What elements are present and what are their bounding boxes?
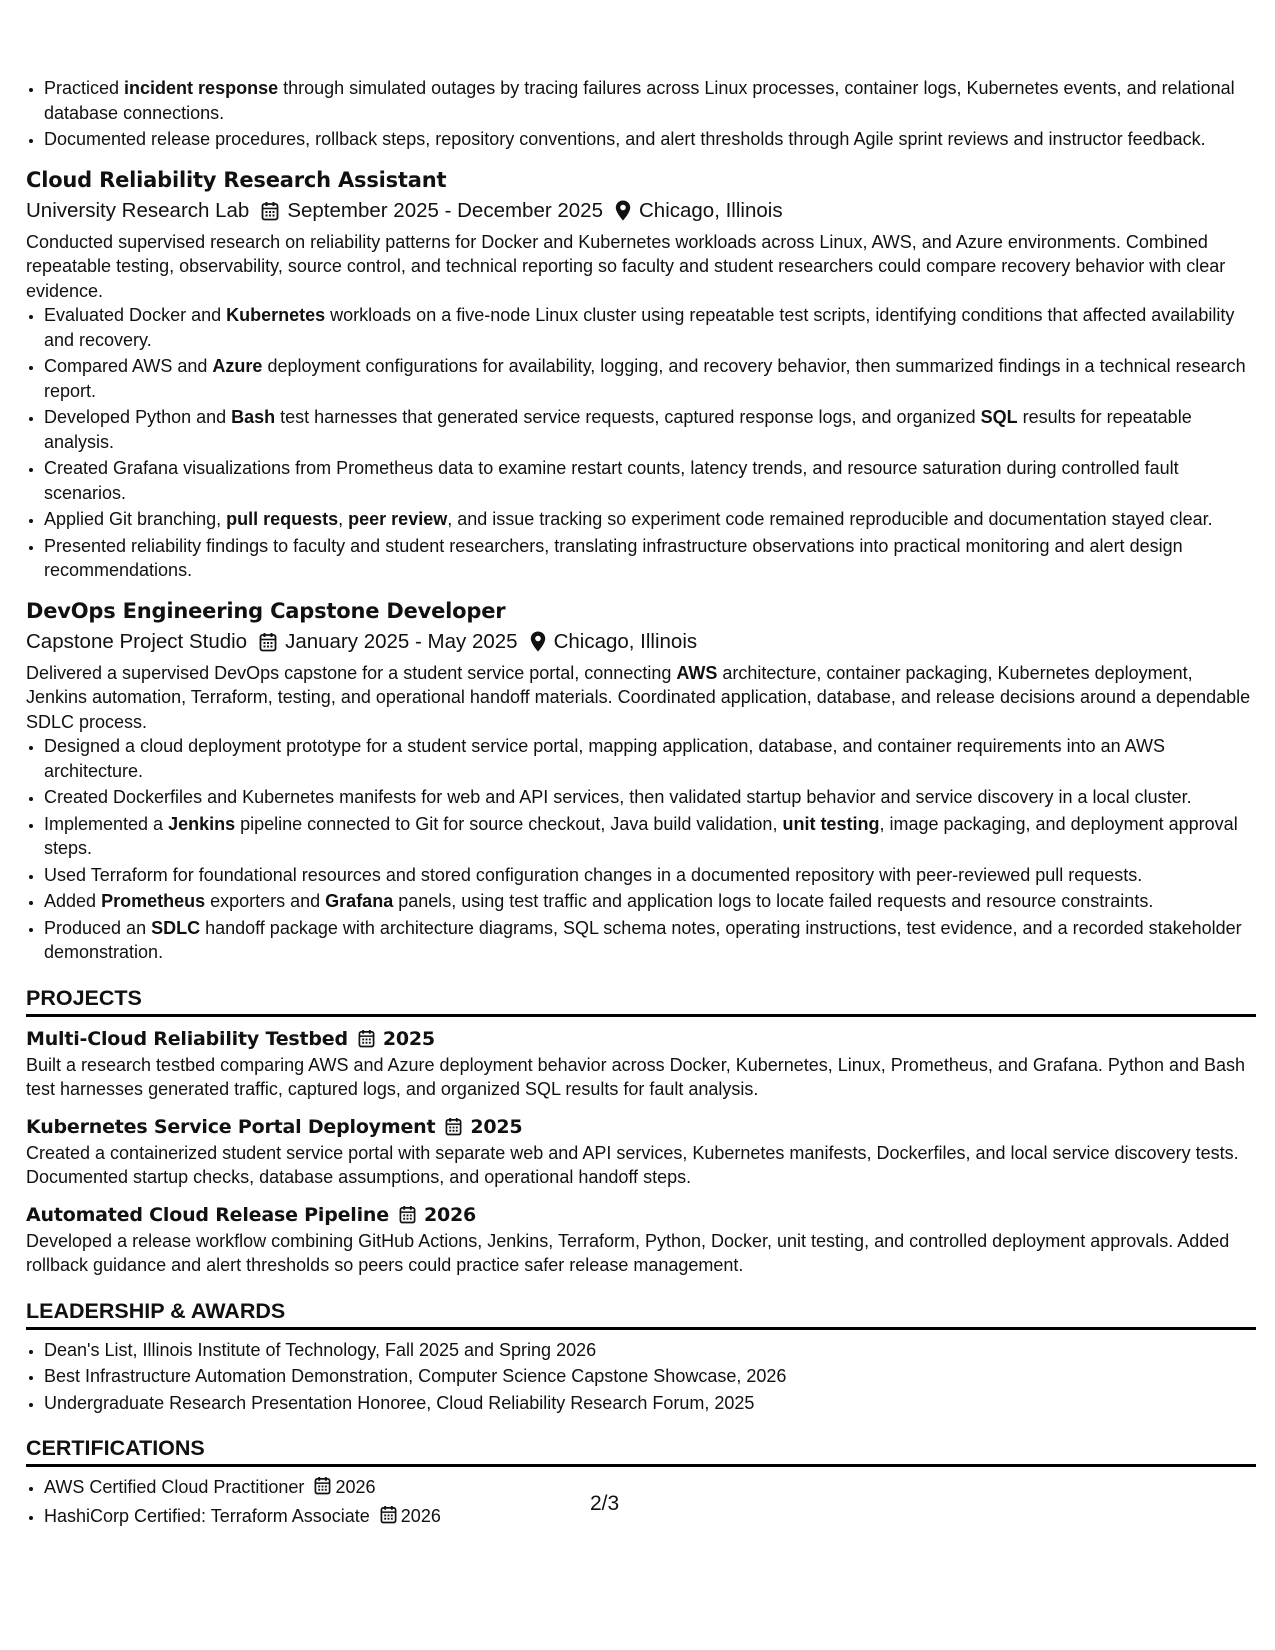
job-meta (26, 627, 1256, 657)
job-bullets (26, 734, 1256, 965)
job-title: DevOps Engineering Capstone Developer (26, 598, 506, 623)
prev-job-bullets (26, 76, 1256, 152)
project-title: Multi-Cloud Reliability Testbed (26, 1027, 348, 1050)
certification-name: HashiCorp Certified: Terraform Associate (44, 1505, 370, 1526)
bullet-item: • Implemented a Jenkins pipeline connected to Git for source checkout, Java build validation, unit testing, image packaging, and deployment approval steps. (44, 812, 1256, 861)
job-location: Chicago, Illinois (553, 629, 698, 653)
project-list (26, 1025, 1256, 1278)
award-item: • Dean's List, Illinois Institute of Technology, Fall 2025 and Spring 2026 (44, 1338, 1256, 1363)
bullet-item: • Compared AWS and Azure deployment configurations for availability, logging, and recovery behavior, then summarized findings in a technical research report. (44, 354, 1256, 403)
job-org: University Research Lab (26, 198, 250, 222)
project-title-row (26, 1201, 1256, 1229)
certification-year: 2026 (400, 1505, 441, 1526)
calendar-icon (445, 1117, 462, 1136)
bullet-item: • Created Grafana visualizations from Prometheus data to examine restart counts, latency trends, and resource saturation during controlled fault scenarios. (44, 456, 1256, 505)
job-location: Chicago, Illinois (639, 198, 783, 222)
map-pin-icon (530, 631, 546, 652)
job-org: Capstone Project Studio (26, 629, 248, 653)
certifications-section (26, 1433, 1256, 1530)
job-dates: September 2025 - December 2025 (287, 198, 603, 222)
project-title-row (26, 1025, 1256, 1053)
bullet-item: • Used Terraform for foundational resources and stored configuration changes in a documented repository with peer-reviewed pull requests. (44, 863, 1256, 888)
project-title: Kubernetes Service Portal Deployment (26, 1115, 436, 1138)
certification-list (26, 1475, 1256, 1530)
project-year: 2026 (423, 1203, 477, 1226)
job-capstone-developer (26, 597, 1256, 965)
project-description: Created a containerized student service portal with separate web and API services, Kubernetes manifests, Dockerfiles, and local service discovery tests. Documented startup checks, database assumptions, and operational handoff steps. (26, 1142, 1239, 1187)
bullet-item: • Added Prometheus exporters and Grafana panels, using test traffic and application logs to locate failed requests and resource constraints. (44, 889, 1256, 914)
bullet-item: • Applied Git branching, pull requests, peer review, and issue tracking so experiment code remained reproducible and documentation stayed clear. (44, 507, 1256, 532)
projects-section (26, 983, 1256, 1278)
calendar-icon (399, 1205, 416, 1224)
project-year: 2025 (470, 1115, 523, 1138)
project-description: Built a research testbed comparing AWS and Azure deployment behavior across Docker, Kubernetes, Linux, Prometheus, and Grafana. Python and Bash test harnesses generated traffic, captured logs, and organized SQL results for fault analysis. (26, 1054, 1246, 1099)
job-research-assistant (26, 166, 1256, 583)
award-item: • Best Infrastructure Automation Demonstration, Computer Science Capstone Showcase, 2026 (44, 1364, 1256, 1389)
project-year: 2025 (382, 1027, 435, 1050)
certification-name: AWS Certified Cloud Practitioner (44, 1477, 305, 1497)
job-summary: Delivered a supervised DevOps capstone for a student service portal, connecting AWS architecture, container packaging, Kubernetes deployment, Jenkins automation, Terraform, testing, and operational handoff materials. Coordinated application, database, and release decisions around a dependable SDLC process. (26, 662, 1251, 732)
certification-item (44, 1504, 1256, 1531)
project-item (26, 1025, 1256, 1102)
project-title-row (26, 1113, 1256, 1141)
bullet-item: • Documented release procedures, rollback steps, repository conventions, and alert thresholds through Agile sprint reviews and instructor feedback. (44, 127, 1256, 152)
resume-page-2 (26, 76, 1256, 1532)
section-heading: PROJECTS (26, 983, 1256, 1017)
bullet-item: • Created Dockerfiles and Kubernetes manifests for web and API services, then validated startup behavior and service discovery in a local cluster. (44, 785, 1256, 810)
job-bullets (26, 303, 1256, 583)
project-item (26, 1113, 1256, 1190)
calendar-icon (259, 632, 277, 652)
bullet-item: • Designed a cloud deployment prototype for a student service portal, mapping application, database, and container requirements into an AWS architecture. (44, 734, 1256, 783)
award-list (26, 1338, 1256, 1416)
awards-section (26, 1296, 1256, 1416)
job-summary: Conducted supervised research on reliability patterns for Docker and Kubernetes workloads across Linux, AWS, and Azure environments. Combined repeatable testing, observability, source control, and technical reporting so faculty and student researchers could compare recovery behavior with clear evidence. (26, 231, 1226, 301)
calendar-icon (261, 201, 279, 221)
bullet-item: • Presented reliability findings to faculty and student researchers, translating infrastructure observations into practical monitoring and alert design recommendations. (44, 534, 1256, 583)
bullet-item: • Produced an SDLC handoff package with architecture diagrams, SQL schema notes, operating instructions, test evidence, and a recorded stakeholder demonstration. (44, 916, 1256, 965)
bullet-item: • Evaluated Docker and Kubernetes workloads on a five-node Linux cluster using repeatable test scripts, identifying conditions that affected availability and recovery. (44, 303, 1256, 352)
certification-year: 2026 (335, 1477, 376, 1497)
project-title: Automated Cloud Release Pipeline (26, 1203, 389, 1226)
project-item (26, 1201, 1256, 1278)
job-meta (26, 196, 1256, 226)
map-pin-icon (615, 200, 631, 221)
calendar-icon (314, 1476, 331, 1502)
certification-item (44, 1475, 1256, 1502)
calendar-icon (380, 1505, 397, 1531)
section-heading: LEADERSHIP & AWARDS (26, 1296, 1256, 1330)
award-item: • Undergraduate Research Presentation Honoree, Cloud Reliability Research Forum, 2025 (44, 1391, 1256, 1416)
calendar-icon (358, 1029, 375, 1048)
page-number: 2/3 (590, 1492, 620, 1515)
job-dates: January 2025 - May 2025 (285, 629, 518, 653)
bullet-item: • Developed Python and Bash test harnesses that generated service requests, captured response logs, and organized SQL results for repeatable analysis. (44, 405, 1256, 454)
project-description: Developed a release workflow combining GitHub Actions, Jenkins, Terraform, Python, Docker, unit testing, and controlled deployment approvals. Added rollback guidance and alert thresholds so peers could practice safer release management. (26, 1230, 1230, 1275)
section-heading: CERTIFICATIONS (26, 1433, 1256, 1467)
bullet-item: • Practiced incident response through simulated outages by tracing failures across Linux processes, container logs, Kubernetes events, and relational database connections. (44, 76, 1256, 125)
job-title: Cloud Reliability Research Assistant (26, 167, 447, 192)
